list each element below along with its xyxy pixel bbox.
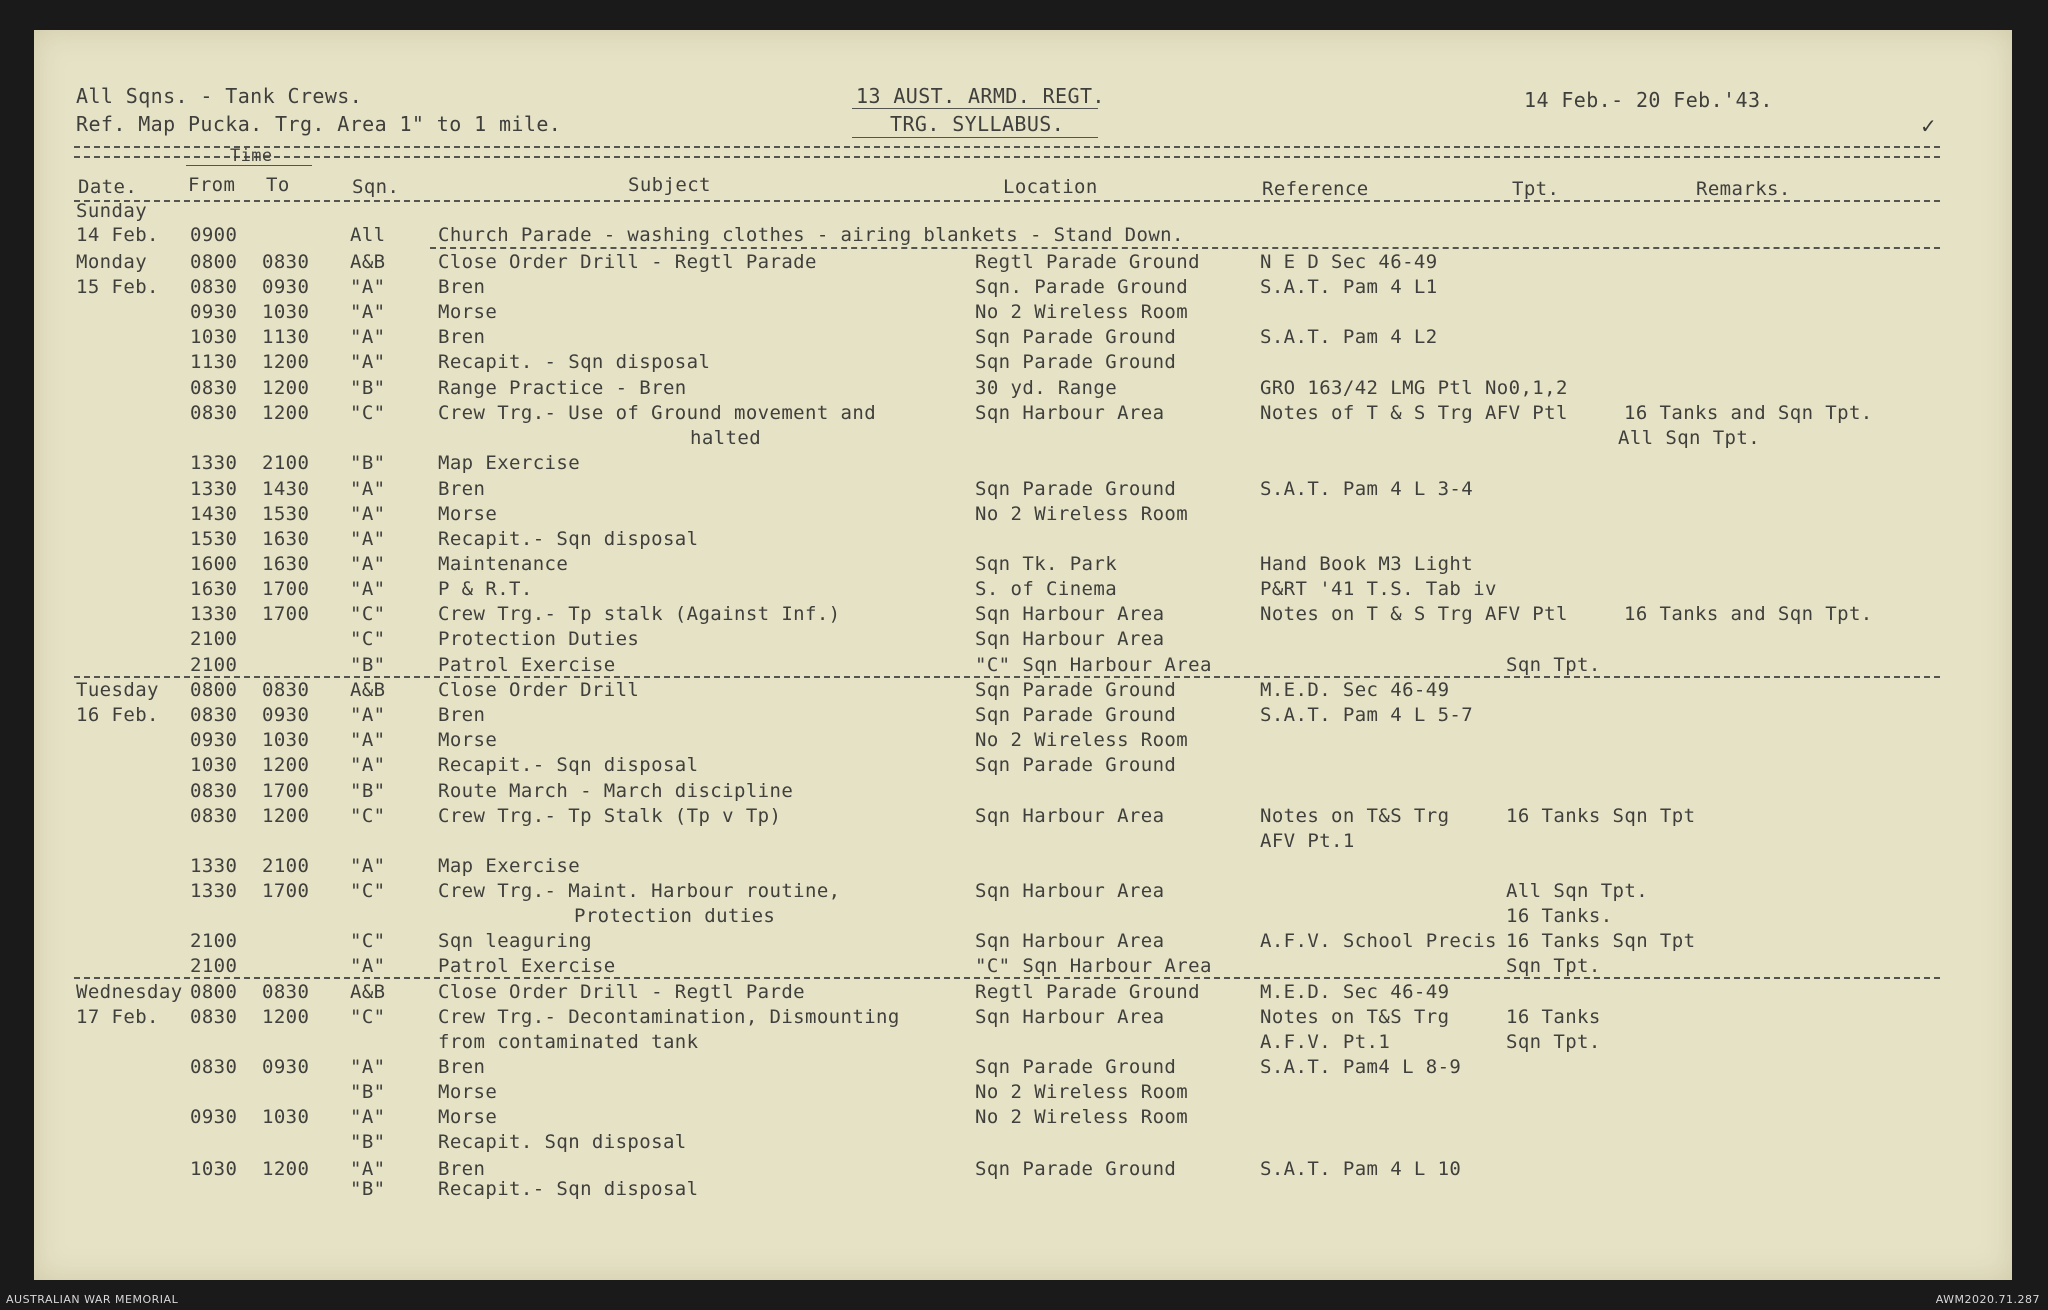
cell-from: 0900 xyxy=(190,224,238,246)
cell-tpt: 16 Tanks. xyxy=(1506,905,1613,927)
cell-to: 1200 xyxy=(262,805,310,827)
cell-location: Sqn Parade Ground xyxy=(975,704,1177,726)
cell-reference: P&RT '41 T.S. Tab iv xyxy=(1260,578,1497,600)
cell-subject: from contaminated tank xyxy=(438,1031,699,1053)
cell-sqn: "A" xyxy=(350,503,386,525)
cell-sqn: A&B xyxy=(350,679,386,701)
cell-subject: Bren xyxy=(438,704,486,726)
cell-reference: M.E.D. Sec 46-49 xyxy=(1260,679,1450,701)
cell-subject: P & R.T. xyxy=(438,578,533,600)
cell-reference: S.A.T. Pam 4 L 10 xyxy=(1260,1158,1462,1180)
col-date: Date. xyxy=(78,176,138,198)
cell-tpt: 16 Tanks xyxy=(1506,1006,1601,1028)
cell-to: 0930 xyxy=(262,704,310,726)
col-location: Location xyxy=(1003,176,1098,198)
cell-from: 1030 xyxy=(190,326,238,348)
cell-from: 1330 xyxy=(190,478,238,500)
header-subtitle: TRG. SYLLABUS. xyxy=(890,112,1065,136)
cell-date: 16 Feb. xyxy=(76,704,159,726)
cell-sqn: "B" xyxy=(350,1178,386,1200)
cell-from: 1530 xyxy=(190,528,238,550)
cell-from: 2100 xyxy=(190,654,238,676)
cell-subject: Morse xyxy=(438,1081,498,1103)
cell-date: 17 Feb. xyxy=(76,1006,159,1028)
cell-to: 1030 xyxy=(262,729,310,751)
tick-mark: ✓ xyxy=(1920,114,1937,138)
cell-location: Sqn Harbour Area xyxy=(975,402,1165,424)
cell-sqn: "B" xyxy=(350,1081,386,1103)
cell-from: 1330 xyxy=(190,880,238,902)
cell-reference: S.A.T. Pam 4 L 5-7 xyxy=(1260,704,1474,726)
cell-subject: Bren xyxy=(438,276,486,298)
col-reference: Reference xyxy=(1262,178,1369,200)
col-from: From xyxy=(188,174,236,196)
cell-subject: Route March - March discipline xyxy=(438,780,794,802)
cell-to: 1200 xyxy=(262,1158,310,1180)
cell-reference: Hand Book M3 Light xyxy=(1260,553,1474,575)
cell-subject: Recapit.- Sqn disposal xyxy=(438,528,699,550)
cell-subject: Recapit. Sqn disposal xyxy=(438,1131,687,1153)
cell-subject: Crew Trg.- Decontamination, Dismounting xyxy=(438,1006,900,1028)
cell-tpt: 16 Tanks Sqn Tpt xyxy=(1506,930,1696,952)
cell-to: 1530 xyxy=(262,503,310,525)
cell-subject: halted xyxy=(690,427,762,449)
cell-subject: Morse xyxy=(438,301,498,323)
cell-subject: Maintenance xyxy=(438,553,569,575)
cell-sqn: "B" xyxy=(350,1131,386,1153)
cell-to: 1200 xyxy=(262,402,310,424)
cell-subject: Bren xyxy=(438,1056,486,1078)
cell-sqn: "C" xyxy=(350,628,386,650)
cell-reference: S.A.T. Pam 4 L 3-4 xyxy=(1260,478,1474,500)
cell-location: Sqn Parade Ground xyxy=(975,478,1177,500)
cell-sqn: "A" xyxy=(350,754,386,776)
time-underline xyxy=(186,165,312,166)
cell-from: 1130 xyxy=(190,351,238,373)
col-time: Time xyxy=(230,146,273,166)
cell-to: 2100 xyxy=(262,855,310,877)
cell-tpt: 16 Tanks Sqn Tpt xyxy=(1506,805,1696,827)
rule-after-monday xyxy=(74,676,1940,678)
cell-from: 1330 xyxy=(190,603,238,625)
cell-from: 0830 xyxy=(190,780,238,802)
cell-sqn: "A" xyxy=(350,351,386,373)
cell-from: 2100 xyxy=(190,628,238,650)
cell-subject: Bren xyxy=(438,478,486,500)
header-rule-top xyxy=(74,146,1940,148)
cell-to: 1200 xyxy=(262,754,310,776)
cell-to: 1630 xyxy=(262,553,310,575)
cell-location: Regtl Parade Ground xyxy=(975,981,1200,1003)
cell-location: No 2 Wireless Room xyxy=(975,729,1189,751)
cell-subject: Sqn leaguring xyxy=(438,930,592,952)
cell-subject: Map Exercise xyxy=(438,452,581,474)
header-rule-second xyxy=(74,156,1940,158)
cell-to: 1200 xyxy=(262,351,310,373)
cell-from: 0830 xyxy=(190,402,238,424)
cell-date: Sunday xyxy=(76,200,148,222)
cell-from: 0830 xyxy=(190,377,238,399)
cell-sqn: "C" xyxy=(350,402,386,424)
cell-reference: A.F.V. School Precis xyxy=(1260,930,1497,952)
cell-to: 2100 xyxy=(262,452,310,474)
cell-subject: Patrol Exercise xyxy=(438,654,616,676)
cell-from: 1030 xyxy=(190,754,238,776)
cell-subject: Bren xyxy=(438,326,486,348)
cell-subject: Protection Duties xyxy=(438,628,640,650)
cell-sqn: "C" xyxy=(350,880,386,902)
cell-location: Sqn Harbour Area xyxy=(975,880,1165,902)
cell-location: Sqn Harbour Area xyxy=(975,805,1165,827)
cell-reference: Notes on T&S Trg xyxy=(1260,805,1450,827)
cell-to: 1030 xyxy=(262,1106,310,1128)
cell-location: 30 yd. Range xyxy=(975,377,1118,399)
footer-accession-number: AWM2020.71.287 xyxy=(1935,1293,2040,1306)
cell-tpt: All Sqn Tpt. xyxy=(1506,880,1649,902)
cell-to: 1700 xyxy=(262,603,310,625)
cell-date: 14 Feb. xyxy=(76,224,159,246)
cell-sqn: "B" xyxy=(350,780,386,802)
cell-subject: Crew Trg.- Tp Stalk (Tp v Tp) xyxy=(438,805,782,827)
cell-reference: A.F.V. Pt.1 xyxy=(1260,1031,1391,1053)
cell-tpt: All Sqn Tpt. xyxy=(1618,427,1761,449)
cell-location: Sqn Harbour Area xyxy=(975,628,1165,650)
cell-sqn: "A" xyxy=(350,1158,386,1180)
cell-subject: Recapit. - Sqn disposal xyxy=(438,351,711,373)
cell-location: Regtl Parade Ground xyxy=(975,251,1200,273)
header-subtitle-underline xyxy=(852,137,1098,138)
cell-location: Sqn Harbour Area xyxy=(975,603,1165,625)
cell-sqn: "A" xyxy=(350,478,386,500)
header-dates: 14 Feb.- 20 Feb.'43. xyxy=(1524,88,1773,112)
cell-from: 2100 xyxy=(190,955,238,977)
cell-date: Wednesday xyxy=(76,981,183,1003)
cell-from: 0800 xyxy=(190,981,238,1003)
cell-sqn: "C" xyxy=(350,930,386,952)
cell-subject: Morse xyxy=(438,729,498,751)
cell-reference: Notes on T & S Trg AFV Ptl xyxy=(1260,603,1568,625)
cell-to: 1700 xyxy=(262,880,310,902)
cell-to: 1430 xyxy=(262,478,310,500)
cell-sqn: "A" xyxy=(350,578,386,600)
cell-from: 0830 xyxy=(190,276,238,298)
col-remarks: Remarks. xyxy=(1696,178,1791,200)
cell-to: 1200 xyxy=(262,1006,310,1028)
cell-subject: Morse xyxy=(438,503,498,525)
cell-reference: S.A.T. Pam4 L 8-9 xyxy=(1260,1056,1462,1078)
cell-location: No 2 Wireless Room xyxy=(975,1081,1189,1103)
cell-subject: Protection duties xyxy=(574,905,776,927)
cell-to: 1030 xyxy=(262,301,310,323)
cell-from: 0800 xyxy=(190,679,238,701)
cell-subject: Morse xyxy=(438,1106,498,1128)
header-title-underline xyxy=(852,108,1098,109)
cell-sqn: "C" xyxy=(350,603,386,625)
cell-sqn: A&B xyxy=(350,251,386,273)
cell-location: Sqn Parade Ground xyxy=(975,754,1177,776)
cell-to: 1700 xyxy=(262,578,310,600)
cell-sqn: "A" xyxy=(350,1056,386,1078)
cell-sqn: "C" xyxy=(350,805,386,827)
cell-subject: Crew Trg.- Tp stalk (Against Inf.) xyxy=(438,603,841,625)
footer-archive-label: AUSTRALIAN WAR MEMORIAL xyxy=(6,1293,179,1306)
cell-to: 1630 xyxy=(262,528,310,550)
cell-subject: Close Order Drill - Regtl Parde xyxy=(438,981,806,1003)
rule-after-sunday xyxy=(430,247,1940,249)
cell-subject: Close Order Drill - Regtl Parade xyxy=(438,251,817,273)
cell-location: No 2 Wireless Room xyxy=(975,301,1189,323)
cell-from: 0930 xyxy=(190,729,238,751)
col-to: To xyxy=(266,174,290,196)
cell-sqn: "A" xyxy=(350,955,386,977)
cell-sqn: All xyxy=(350,224,386,246)
cell-from: 1630 xyxy=(190,578,238,600)
header-title: 13 AUST. ARMD. REGT. xyxy=(856,84,1105,108)
cell-subject: Recapit.- Sqn disposal xyxy=(438,754,699,776)
cell-location: Sqn Parade Ground xyxy=(975,679,1177,701)
cell-from: 1330 xyxy=(190,855,238,877)
cell-from: 2100 xyxy=(190,930,238,952)
cell-from: 1430 xyxy=(190,503,238,525)
cell-location: Sqn Parade Ground xyxy=(975,1056,1177,1078)
cell-reference: Notes on T&S Trg xyxy=(1260,1006,1450,1028)
cell-sqn: A&B xyxy=(350,981,386,1003)
cell-to: 0830 xyxy=(262,251,310,273)
cell-sqn: "C" xyxy=(350,1006,386,1028)
rule-after-tuesday xyxy=(74,977,1940,979)
cell-reference: S.A.T. Pam 4 L2 xyxy=(1260,326,1438,348)
cell-subject: Recapit.- Sqn disposal xyxy=(438,1178,699,1200)
cell-sqn: "A" xyxy=(350,553,386,575)
header-left-line2: Ref. Map Pucka. Trg. Area 1" to 1 mile. xyxy=(76,112,562,136)
cell-location: Sqn Parade Ground xyxy=(975,1158,1177,1180)
cell-from: 0930 xyxy=(190,1106,238,1128)
header-rule-bottom xyxy=(74,200,1940,202)
cell-date: 15 Feb. xyxy=(76,276,159,298)
cell-subject: Patrol Exercise xyxy=(438,955,616,977)
cell-reference: S.A.T. Pam 4 L1 xyxy=(1260,276,1438,298)
header-left-line1: All Sqns. - Tank Crews. xyxy=(76,84,363,108)
cell-reference: M.E.D. Sec 46-49 xyxy=(1260,981,1450,1003)
cell-from: 0830 xyxy=(190,1056,238,1078)
cell-location: Sqn. Parade Ground xyxy=(975,276,1189,298)
cell-to: 0930 xyxy=(262,1056,310,1078)
cell-tpt: Sqn Tpt. xyxy=(1506,654,1601,676)
col-sqn: Sqn. xyxy=(352,176,400,198)
cell-sqn: "A" xyxy=(350,528,386,550)
cell-sqn: "A" xyxy=(350,1106,386,1128)
col-subject: Subject xyxy=(628,174,711,196)
cell-location: Sqn Parade Ground xyxy=(975,326,1177,348)
cell-location: Sqn Tk. Park xyxy=(975,553,1118,575)
cell-to: 1130 xyxy=(262,326,310,348)
cell-sqn: "A" xyxy=(350,704,386,726)
cell-to: 0830 xyxy=(262,679,310,701)
cell-tpt: Sqn Tpt. xyxy=(1506,955,1601,977)
cell-subject: Map Exercise xyxy=(438,855,581,877)
cell-from: 0830 xyxy=(190,805,238,827)
cell-from: 1030 xyxy=(190,1158,238,1180)
cell-tpt: Sqn Tpt. xyxy=(1506,1031,1601,1053)
cell-subject: Bren xyxy=(438,1158,486,1180)
cell-location: S. of Cinema xyxy=(975,578,1118,600)
cell-location: No 2 Wireless Room xyxy=(975,503,1189,525)
cell-sqn: "A" xyxy=(350,729,386,751)
cell-to: 1200 xyxy=(262,377,310,399)
cell-sqn: "A" xyxy=(350,855,386,877)
cell-location: "C" Sqn Harbour Area xyxy=(975,654,1212,676)
cell-sqn: "B" xyxy=(350,452,386,474)
cell-subject: Crew Trg.- Maint. Harbour routine, xyxy=(438,880,841,902)
cell-date: Tuesday xyxy=(76,679,159,701)
cell-subject: Close Order Drill xyxy=(438,679,640,701)
cell-reference: GRO 163/42 LMG Ptl No0,1,2 xyxy=(1260,377,1568,399)
cell-sqn: "B" xyxy=(350,654,386,676)
cell-date: Monday xyxy=(76,251,148,273)
cell-from: 0800 xyxy=(190,251,238,273)
cell-from: 0830 xyxy=(190,1006,238,1028)
cell-reference: AFV Pt.1 xyxy=(1260,830,1355,852)
cell-location: "C" Sqn Harbour Area xyxy=(975,955,1212,977)
cell-location: Sqn Harbour Area xyxy=(975,930,1165,952)
cell-tpt: 16 Tanks and Sqn Tpt. xyxy=(1624,603,1873,625)
cell-sqn: "A" xyxy=(350,326,386,348)
cell-to: 0930 xyxy=(262,276,310,298)
cell-sqn: "A" xyxy=(350,276,386,298)
cell-to: 0830 xyxy=(262,981,310,1003)
cell-sqn: "A" xyxy=(350,301,386,323)
cell-sqn: "B" xyxy=(350,377,386,399)
cell-tpt: 16 Tanks and Sqn Tpt. xyxy=(1624,402,1873,424)
cell-from: 0830 xyxy=(190,704,238,726)
cell-location: Sqn Parade Ground xyxy=(975,351,1177,373)
cell-subject: Range Practice - Bren xyxy=(438,377,687,399)
col-tpt: Tpt. xyxy=(1512,178,1560,200)
cell-to: 1700 xyxy=(262,780,310,802)
cell-from: 1330 xyxy=(190,452,238,474)
cell-reference: Notes of T & S Trg AFV Ptl xyxy=(1260,402,1568,424)
cell-from: 1600 xyxy=(190,553,238,575)
cell-subject: Crew Trg.- Use of Ground movement and xyxy=(438,402,877,424)
cell-location: No 2 Wireless Room xyxy=(975,1106,1189,1128)
cell-from: 0930 xyxy=(190,301,238,323)
cell-subject: Church Parade - washing clothes - airing blankets - Stand Down. xyxy=(438,224,1184,246)
cell-reference: N E D Sec 46-49 xyxy=(1260,251,1438,273)
cell-location: Sqn Harbour Area xyxy=(975,1006,1165,1028)
